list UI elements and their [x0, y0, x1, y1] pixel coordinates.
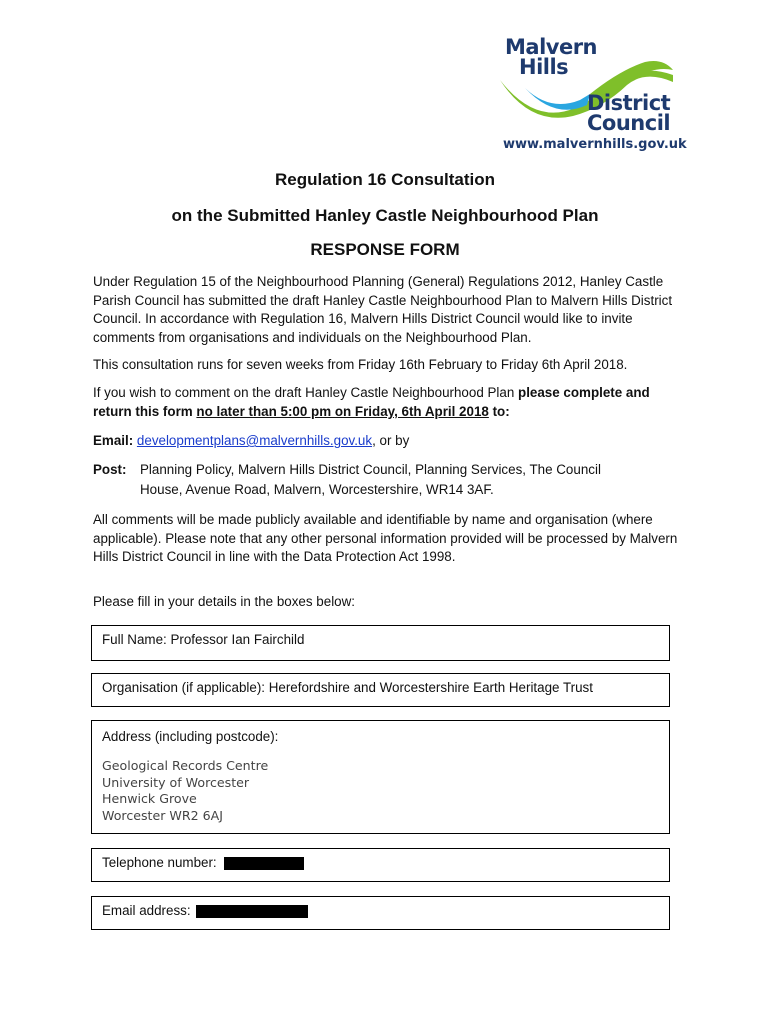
email-contact — [93, 432, 683, 451]
full-name-value: Full Name: Professor Ian Fairchild — [102, 632, 305, 647]
consultation-period: This consultation runs for seven weeks from Friday 16th February to Friday 6th April 2018. — [93, 357, 628, 372]
telephone-row — [102, 855, 304, 870]
logo-url: www.malvernhills.gov.uk — [503, 137, 687, 152]
telephone-redaction — [224, 857, 304, 870]
post-contact-line1: Planning Policy, Malvern Hills District Council, Planning Services, The Council — [140, 462, 601, 477]
address-line: Geological Records Centre — [102, 758, 269, 773]
telephone-field[interactable] — [91, 848, 670, 882]
logo-text-hills: Hills — [519, 55, 569, 79]
telephone-label: Telephone number: — [102, 855, 217, 870]
instruction-part2: please complete and return this form — [93, 385, 650, 419]
address-label: Address (including postcode): — [102, 729, 279, 744]
data-protection-notice: All comments will be made publicly available and identifiable by name and organisation (where applicable). Please note that any other personal information provided will be processed by Malvern Hills District Council in line with the Data Protection Act 1998. — [93, 512, 678, 565]
email-contact-link[interactable]: developmentplans@malvernhills.gov.uk — [136, 433, 373, 448]
instruction-deadline: no later than 5:00 pm on Friday, 6th April 2018 — [196, 403, 489, 419]
fill-prompt: Please fill in your details in the boxes below: — [93, 594, 356, 609]
intro-paragraph: Under Regulation 15 of the Neighbourhood Planning (General) Regulations 2012, Hanley Castle Parish Council has submitted the draft Hanley Castle Neighbourhood Plan to Malvern Hills District Council. In accordance with Regulation 16, Malvern Hills District Council would like to invite comments from organisations and individuals on the Neighbourhood Plan. — [93, 274, 673, 345]
instruction-paragraph — [93, 384, 683, 421]
council-logo — [495, 30, 687, 155]
post-contact-label: Post: — [93, 462, 127, 477]
heading-form-title: RESPONSE FORM — [310, 240, 460, 259]
address-line: Worcester WR2 6AJ — [102, 807, 223, 823]
address-line: Henwick Grove — [102, 791, 197, 806]
organisation-field[interactable] — [91, 673, 670, 707]
email-contact-suffix: , or by — [372, 433, 410, 448]
logo-text-malvern: Malvern — [505, 35, 598, 59]
instruction-part3: to: — [488, 403, 510, 419]
organisation-value: Organisation (if applicable): Herefordshire and Worcestershire Earth Heritage Trust — [102, 680, 593, 695]
email-redaction — [196, 905, 308, 918]
email-label: Email address: — [102, 903, 191, 918]
logo-text-district: District — [587, 91, 671, 115]
address-value — [102, 758, 268, 824]
email-address-field[interactable] — [91, 896, 670, 930]
instruction-part1: If you wish to comment on the draft Hanley Castle Neighbourhood Plan — [93, 385, 519, 400]
address-field[interactable] — [91, 720, 670, 834]
full-name-field[interactable] — [91, 625, 670, 661]
post-contact — [93, 461, 683, 497]
email-contact-label: Email: — [93, 433, 134, 448]
email-row — [102, 903, 308, 918]
address-line: University of Worcester — [102, 774, 250, 790]
heading-line2: on the Submitted Hanley Castle Neighbourhood Plan — [171, 206, 599, 225]
logo-text-council: Council — [587, 111, 671, 135]
post-contact-line2: House, Avenue Road, Malvern, Worcestershire, WR14 3AF. — [140, 482, 494, 497]
heading-line1: Regulation 16 Consultation — [274, 170, 496, 189]
